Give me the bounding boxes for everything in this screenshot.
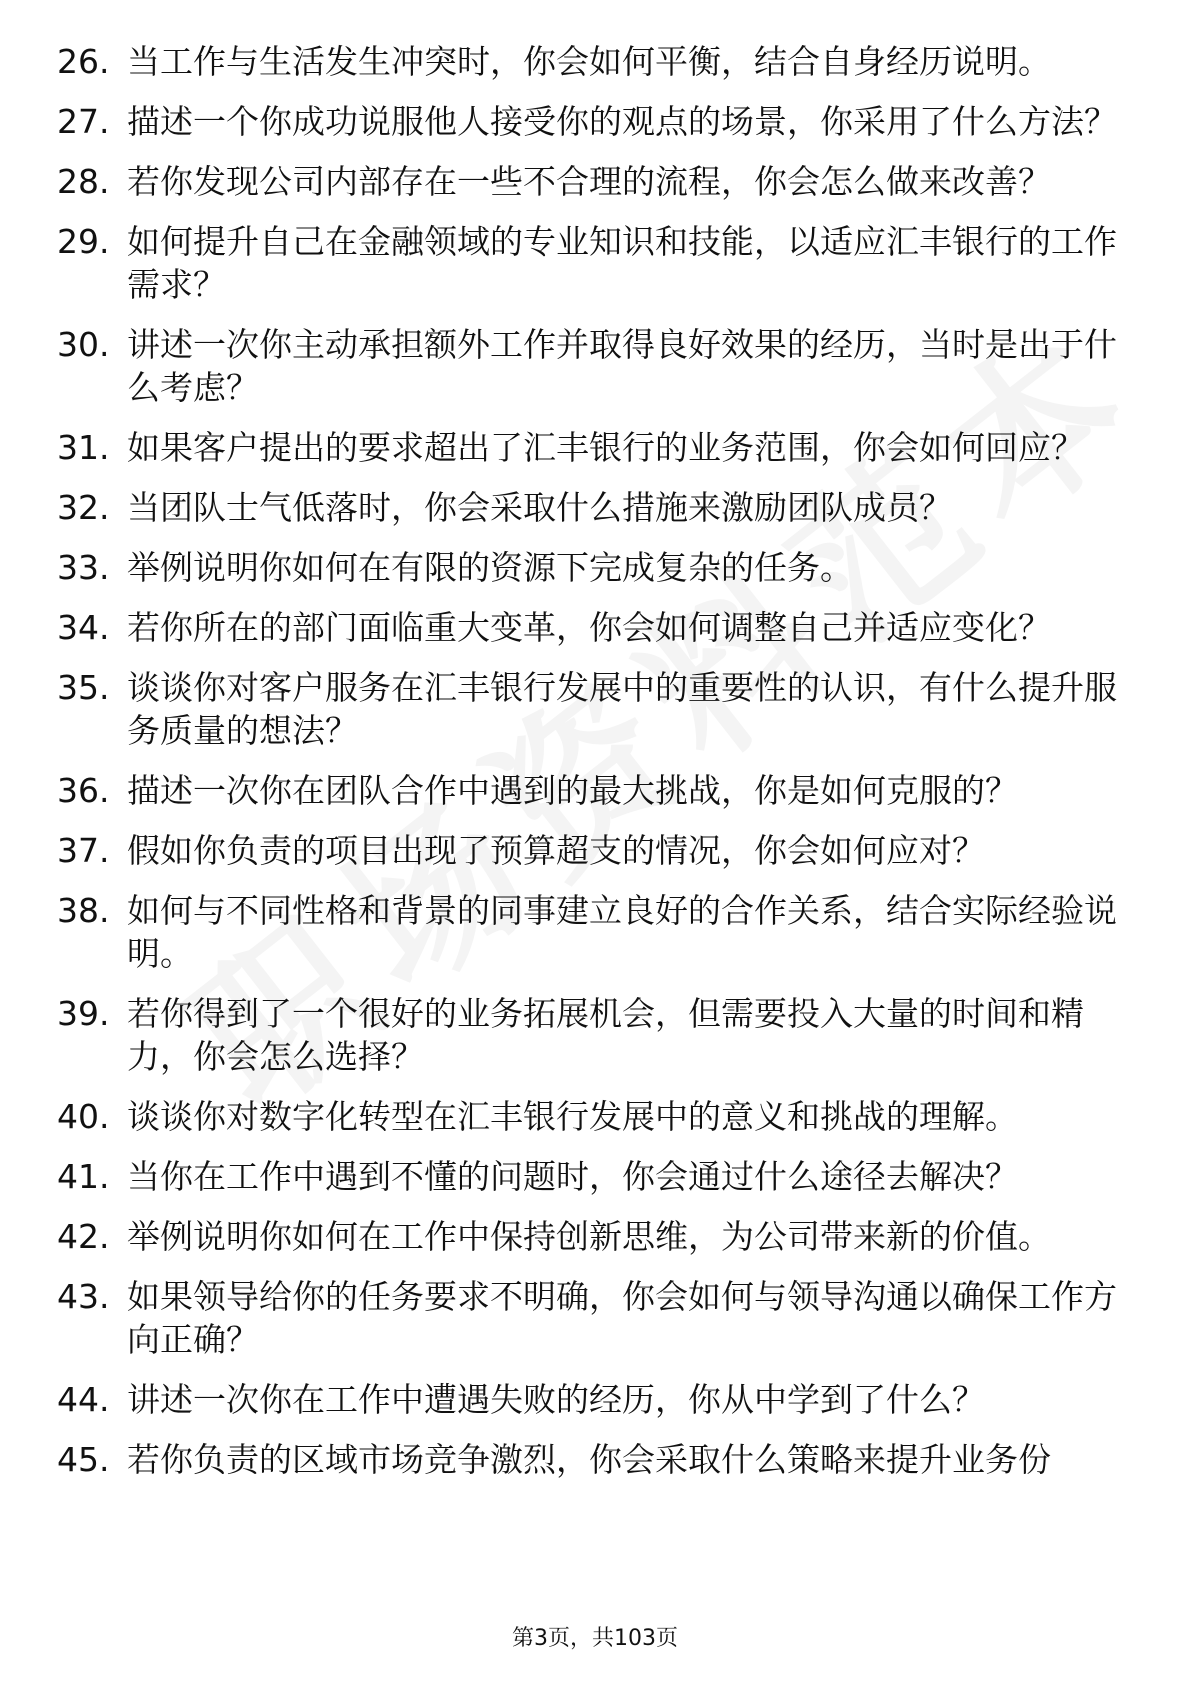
question-number: 30. — [57, 325, 110, 364]
question-text: 描述一次你在团队合作中遇到的最大挑战，你是如何克服的？ — [127, 771, 1018, 810]
question-text: 举例说明你如何在工作中保持创新思维，为公司带来新的价值。 — [127, 1217, 1051, 1256]
question-number: 29. — [57, 222, 110, 261]
question-list — [57, 40, 1117, 1498]
question-item — [57, 546, 1117, 589]
question-number: 40. — [57, 1097, 110, 1136]
question-number: 28. — [57, 162, 110, 201]
question-item — [57, 100, 1117, 143]
question-item — [57, 160, 1117, 203]
question-text: 若你得到了一个很好的业务拓展机会，但需要投入大量的时间和精力，你会怎么选择？ — [127, 994, 1084, 1076]
question-item — [57, 1095, 1117, 1138]
question-item — [57, 666, 1117, 752]
question-item — [57, 323, 1117, 409]
question-number: 36. — [57, 771, 110, 810]
question-number: 27. — [57, 102, 110, 141]
question-text: 若你所在的部门面临重大变革，你会如何调整自己并适应变化？ — [127, 608, 1051, 647]
question-item — [57, 606, 1117, 649]
question-text: 如何提升自己在金融领域的专业知识和技能，以适应汇丰银行的工作需求？ — [127, 222, 1117, 304]
question-text: 如果领导给你的任务要求不明确，你会如何与领导沟通以确保工作方向正确？ — [127, 1277, 1117, 1359]
question-text: 讲述一次你主动承担额外工作并取得良好效果的经历，当时是出于什么考虑？ — [127, 325, 1117, 407]
question-text: 若你发现公司内部存在一些不合理的流程，你会怎么做来改善？ — [127, 162, 1051, 201]
question-item — [57, 1438, 1117, 1481]
question-item — [57, 426, 1117, 469]
question-number: 43. — [57, 1277, 110, 1316]
question-item — [57, 1378, 1117, 1421]
question-item — [57, 486, 1117, 529]
question-text: 当团队士气低落时，你会采取什么措施来激励团队成员？ — [127, 488, 952, 527]
question-item — [57, 220, 1117, 306]
question-item — [57, 1275, 1117, 1361]
question-number: 45. — [57, 1440, 110, 1479]
question-number: 31. — [57, 428, 110, 467]
question-number: 32. — [57, 488, 110, 527]
question-number: 42. — [57, 1217, 110, 1256]
question-text: 当你在工作中遇到不懂的问题时，你会通过什么途径去解决？ — [127, 1157, 1018, 1196]
page-number-footer: 第3页，共103页 — [512, 1626, 678, 1651]
question-text: 当工作与生活发生冲突时，你会如何平衡，结合自身经历说明。 — [127, 42, 1051, 81]
question-number: 26. — [57, 42, 110, 81]
question-text: 谈谈你对数字化转型在汇丰银行发展中的意义和挑战的理解。 — [127, 1097, 1018, 1136]
question-item — [57, 40, 1117, 83]
question-text: 假如你负责的项目出现了预算超支的情况，你会如何应对？ — [127, 831, 985, 870]
question-item — [57, 1155, 1117, 1198]
question-number: 38. — [57, 891, 110, 930]
question-number: 34. — [57, 608, 110, 647]
question-number: 41. — [57, 1157, 110, 1196]
question-text: 如果客户提出的要求超出了汇丰银行的业务范围，你会如何回应？ — [127, 428, 1084, 467]
question-item — [57, 889, 1117, 975]
question-text: 讲述一次你在工作中遭遇失败的经历，你从中学到了什么？ — [127, 1380, 985, 1419]
question-number: 39. — [57, 994, 110, 1033]
question-item — [57, 992, 1117, 1078]
question-text: 如何与不同性格和背景的同事建立良好的合作关系，结合实际经验说明。 — [127, 891, 1117, 973]
question-item — [57, 1215, 1117, 1258]
question-text: 举例说明你如何在有限的资源下完成复杂的任务。 — [127, 548, 853, 587]
question-number: 37. — [57, 831, 110, 870]
question-number: 35. — [57, 668, 110, 707]
question-number: 44. — [57, 1380, 110, 1419]
question-text: 谈谈你对客户服务在汇丰银行发展中的重要性的认识，有什么提升服务质量的想法？ — [127, 668, 1117, 750]
question-item — [57, 769, 1117, 812]
question-number: 33. — [57, 548, 110, 587]
question-text: 若你负责的区域市场竞争激烈，你会采取什么策略来提升业务份 — [127, 1440, 1051, 1479]
question-item — [57, 829, 1117, 872]
question-text: 描述一个你成功说服他人接受你的观点的场景，你采用了什么方法？ — [127, 102, 1117, 141]
